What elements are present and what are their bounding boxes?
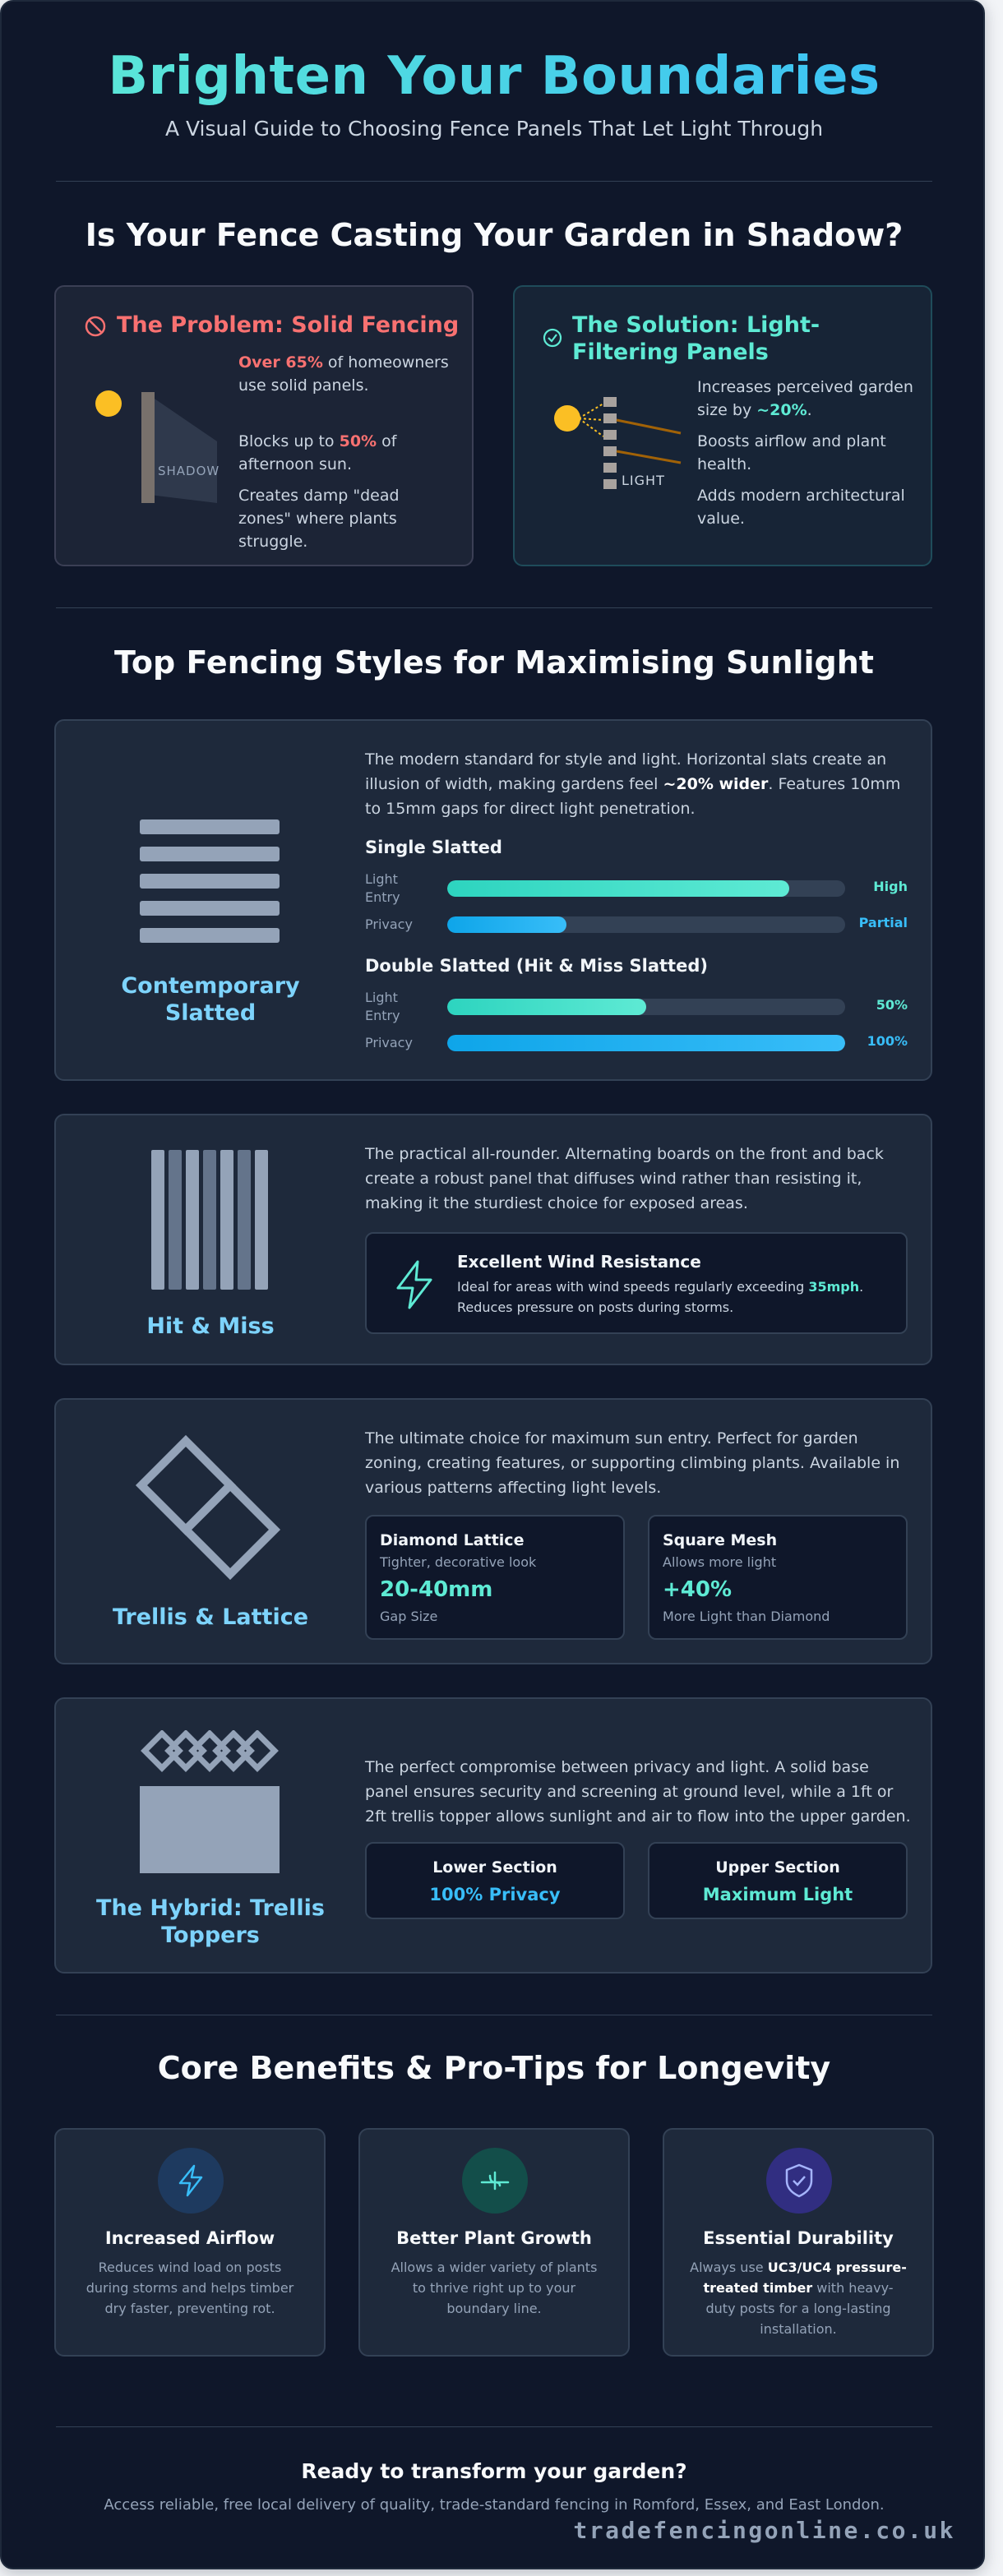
upper-section-title: Upper Section bbox=[715, 1858, 840, 1877]
footer-title: Ready to transform your garden? bbox=[301, 2459, 687, 2483]
light-illustration bbox=[551, 394, 691, 509]
vertical-boards-icon bbox=[151, 1150, 271, 1291]
page-subtitle: A Visual Guide to Choosing Fence Panels That Let Light Through bbox=[164, 117, 824, 141]
benefit-card-durability bbox=[663, 2128, 934, 2357]
horizontal-slats-icon bbox=[140, 819, 281, 949]
benefit-text-airflow: Reduces wind load on posts during storms and helps timber dry faster, preventing rot. bbox=[86, 2260, 294, 2316]
trellis-topper-icon bbox=[140, 1730, 288, 1875]
solution-stat-1: Increases perceived garden size by ~20%. bbox=[697, 378, 913, 419]
shadow-label: SHADOW bbox=[158, 464, 220, 478]
contemporary-card bbox=[54, 719, 932, 1081]
benefit-text-durability: Always use UC3/UC4 pressure-treated timber with heavy-duty posts for a long-lasting installation. bbox=[690, 2260, 907, 2337]
single-privacy-label: Privacy bbox=[365, 916, 413, 932]
single-slatted-heading: Single Slatted bbox=[365, 838, 502, 857]
single-light-value: High bbox=[873, 879, 908, 894]
double-privacy-bar bbox=[447, 1035, 845, 1051]
divider bbox=[56, 2426, 932, 2427]
problem-card bbox=[54, 285, 474, 566]
single-light-label: Light Entry bbox=[365, 871, 400, 905]
benefit-icon-circle bbox=[766, 2148, 832, 2214]
ban-icon bbox=[84, 315, 107, 338]
double-light-value: 50% bbox=[876, 997, 908, 1013]
single-privacy-fill bbox=[447, 916, 566, 933]
double-light-label: Light Entry bbox=[365, 990, 400, 1023]
square-title: Square Mesh bbox=[663, 1531, 778, 1549]
diamond-gap-value: 20-40mm bbox=[380, 1577, 493, 1602]
trellis-name: Trellis & Lattice bbox=[112, 1604, 309, 1630]
wind-resistance-callout bbox=[365, 1232, 908, 1334]
contemporary-name: Contemporary Slatted bbox=[121, 973, 300, 1026]
divider bbox=[56, 607, 932, 608]
diamond-sub: Tighter, decorative look bbox=[380, 1554, 537, 1570]
contemporary-description: The modern standard for style and light. Horizontal slats create an illusion of width, making gardens feel ~20% wider. Features 10mm to 15mm gaps for direct light penetration. bbox=[365, 750, 901, 818]
benefit-card-airflow bbox=[54, 2128, 326, 2357]
double-slatted-heading: Double Slatted (Hit & Miss Slatted) bbox=[365, 956, 708, 976]
square-sub: Allows more light bbox=[663, 1554, 777, 1570]
diamond-title: Diamond Lattice bbox=[380, 1531, 525, 1549]
sprout-icon bbox=[478, 2166, 511, 2195]
upper-section-value: Maximum Light bbox=[702, 1885, 853, 1904]
square-light-value: +40% bbox=[663, 1577, 733, 1602]
hit-miss-description: The practical all-rounder. Alternating boards on the front and back create a robust panel that diffuses wind rather than resisting it, making it the sturdiest choice for exposed areas. bbox=[365, 1145, 884, 1212]
footer-text: Access reliable, free local delivery of quality, trade-standard fencing in Romford, Essex, and East London. bbox=[104, 2496, 885, 2514]
benefit-text-plants: Allows a wider variety of plants to thrive right up to your boundary line. bbox=[391, 2260, 598, 2316]
solution-heading: The Solution: Light-Filtering Panels bbox=[572, 312, 820, 365]
benefit-icon-circle bbox=[158, 2148, 224, 2214]
single-privacy-value: Partial bbox=[858, 915, 908, 930]
section-title-styles: Top Fencing Styles for Maximising Sunlight bbox=[114, 644, 874, 681]
website-link[interactable]: tradefencingonline.co.uk bbox=[573, 2517, 955, 2544]
section-title-shadow: Is Your Fence Casting Your Garden in Shadow? bbox=[85, 217, 904, 253]
hit-miss-name: Hit & Miss bbox=[146, 1313, 275, 1339]
lower-section-title: Lower Section bbox=[432, 1858, 557, 1877]
benefit-icon-circle bbox=[462, 2148, 528, 2214]
double-privacy-fill bbox=[447, 1035, 845, 1051]
benefit-title-plants: Better Plant Growth bbox=[396, 2228, 592, 2248]
square-caption: More Light than Diamond bbox=[663, 1609, 830, 1624]
lower-section-value: 100% Privacy bbox=[429, 1885, 561, 1904]
solution-card bbox=[513, 285, 932, 566]
diamond-lattice-box bbox=[365, 1515, 625, 1640]
solution-stat-2: Boosts airflow and plant health. bbox=[697, 432, 886, 473]
problem-stat-2: Blocks up to 50% of afternoon sun. bbox=[238, 432, 397, 473]
lightning-icon bbox=[391, 1260, 437, 1309]
double-light-bar bbox=[447, 999, 845, 1015]
benefit-title-durability: Essential Durability bbox=[703, 2228, 894, 2248]
section-title-benefits: Core Benefits & Pro-Tips for Longevity bbox=[157, 2050, 831, 2086]
problem-heading: The Problem: Solid Fencing bbox=[117, 312, 460, 338]
problem-stat-3: Creates damp "dead zones" where plants struggle. bbox=[238, 487, 400, 551]
hybrid-card bbox=[54, 1697, 932, 1974]
check-circle-icon bbox=[541, 326, 564, 349]
double-privacy-value: 100% bbox=[867, 1033, 908, 1049]
shadow-illustration bbox=[94, 384, 233, 507]
diamond-lattice-icon bbox=[135, 1434, 288, 1587]
upper-section-box bbox=[648, 1842, 908, 1919]
benefit-title-airflow: Increased Airflow bbox=[104, 2228, 275, 2248]
shield-check-icon bbox=[783, 2163, 816, 2199]
sun-icon bbox=[95, 390, 122, 417]
page-title: Brighten Your Boundaries bbox=[2, 46, 987, 107]
single-light-bar bbox=[447, 880, 845, 897]
trellis-description: The ultimate choice for maximum sun entry. Perfect for garden zoning, creating features, or supporting climbing plants. Available in various patterns affecting light levels. bbox=[365, 1429, 900, 1497]
single-light-fill bbox=[447, 880, 789, 897]
square-mesh-box bbox=[648, 1515, 908, 1640]
lower-section-box bbox=[365, 1842, 625, 1919]
hybrid-name: The Hybrid: Trellis Toppers bbox=[96, 1895, 325, 1948]
callout-title: Excellent Wind Resistance bbox=[457, 1252, 701, 1272]
solution-stat-3: Adds modern architectural value. bbox=[697, 487, 905, 528]
callout-text: Ideal for areas with wind speeds regularly exceeding 35mph. Reduces pressure on posts during storms. bbox=[457, 1279, 864, 1315]
light-label: LIGHT bbox=[622, 473, 665, 488]
problem-stat-1: Over 65% of homeowners use solid panels. bbox=[238, 353, 449, 395]
double-privacy-label: Privacy bbox=[365, 1035, 413, 1050]
diamond-caption: Gap Size bbox=[380, 1609, 438, 1624]
benefit-card-plants bbox=[358, 2128, 630, 2357]
hit-miss-card bbox=[54, 1114, 932, 1365]
double-light-fill bbox=[447, 999, 646, 1015]
divider bbox=[56, 181, 932, 182]
hybrid-description: The perfect compromise between privacy and light. A solid base panel ensures security and screening at ground level, while a 1ft or 2ft trellis topper allows sunlight and air to flow into the upper garden. bbox=[365, 1758, 911, 1826]
lightning-icon bbox=[176, 2164, 206, 2197]
trellis-card bbox=[54, 1398, 932, 1664]
sun-icon bbox=[554, 405, 580, 432]
single-privacy-bar bbox=[447, 916, 845, 933]
